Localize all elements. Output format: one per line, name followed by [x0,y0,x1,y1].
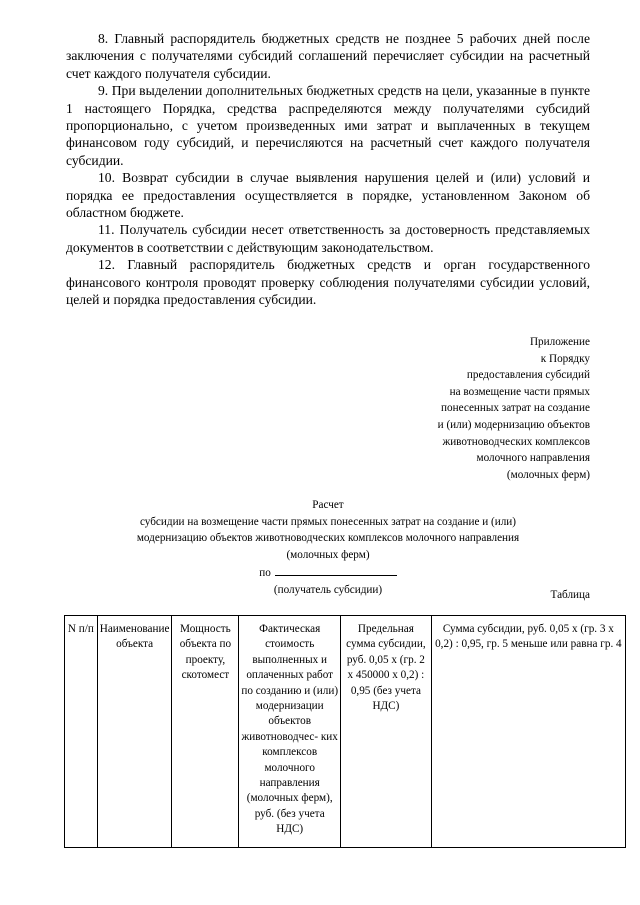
paragraph-10: 10. Возврат субсидии в случае выявления нарушения целей и (или) условий и порядка ее предоставления осуществляется в порядке, установленном Законом об областном бюджете. [66,170,590,221]
appendix-line: предоставления субсидий [466,369,590,382]
appendix-line: (молочных ферм) [506,468,590,481]
calculation-line: субсидии на возмещение части прямых понесенных затрат на создание и (или) [139,515,517,528]
appendix-header [330,334,590,483]
procedure-text [66,30,590,309]
table-label: Таблица [550,589,590,601]
header-cell-subsidy-amount: Сумма субсидии, руб. 0,05 x (гр. 3 x 0,2) : 0,95, гр. 5 меньше или равна гр. 4 [431,616,625,848]
calculation-heading [66,497,590,599]
recipient-caption: (получатель субсидии) [273,583,383,596]
paragraph-9: 9. При выделении дополнительных бюджетных средств на цели, указанные в пункте 1 настоящего Порядка, средства распределяются между получателями субсидий пропорционально, с учетом произведенных ими затрат и выплаченных в текущем финансовом году субсидий, и перечисляются на расчетный счет каждого получателя субсидии. [66,83,590,168]
header-cell-max-subsidy: Предельная сумма субсидии, руб. 0,05 x (гр. 2 x 450000 x 0,2) : 0,95 (без учета НДС) [341,616,432,848]
appendix-line: на возмещение части прямых [449,385,590,398]
header-cell-capacity: Мощность объекта по проекту, скотомест [172,616,239,848]
calculation-line: (молочных ферм) [286,548,370,561]
appendix-line: понесенных затрат на создание [441,402,590,415]
po-label: по [259,567,271,580]
header-cell-object-name: Наименование объекта [97,616,172,848]
appendix-line: к Порядку [540,352,590,365]
calculation-line: модернизацию объектов животноводческих комплексов молочного направления [136,532,520,545]
paragraph-12: 12. Главный распорядитель бюджетных средств и орган государственного финансового контроля проводят проверку соблюдения получателями субсидии условий, целей и порядка предоставления субсидии. [66,257,590,308]
table-header-row [65,616,626,848]
appendix-line: Приложение [529,336,590,348]
recipient-row [66,563,590,582]
recipient-blank-line [275,563,397,576]
header-cell-number: N п/п [65,616,98,848]
appendix-line: животноводческих комплексов [442,435,590,448]
appendix-line: молочного направления [476,452,590,465]
appendix-line: и (или) модернизацию объектов [437,418,590,431]
subsidy-table [64,615,626,848]
calculation-title: Расчет [312,499,344,511]
paragraph-11: 11. Получатель субсидии несет ответственность за достоверность представляемых документов в соответствии с действующим законодательством. [66,222,590,255]
paragraph-8: 8. Главный распорядитель бюджетных средств не позднее 5 рабочих дней после заключения с получателями субсидий соглашений перечисляет субсидии на расчетный счет каждого получателя субсидии. [66,31,590,81]
header-cell-actual-cost: Фактическая стоимость выполненных и оплаченных работ по созданию и (или) модернизации объектов животноводчес- ких комплексов молочного направления (молочных ферм), руб. (без учета НДС) [239,616,341,848]
